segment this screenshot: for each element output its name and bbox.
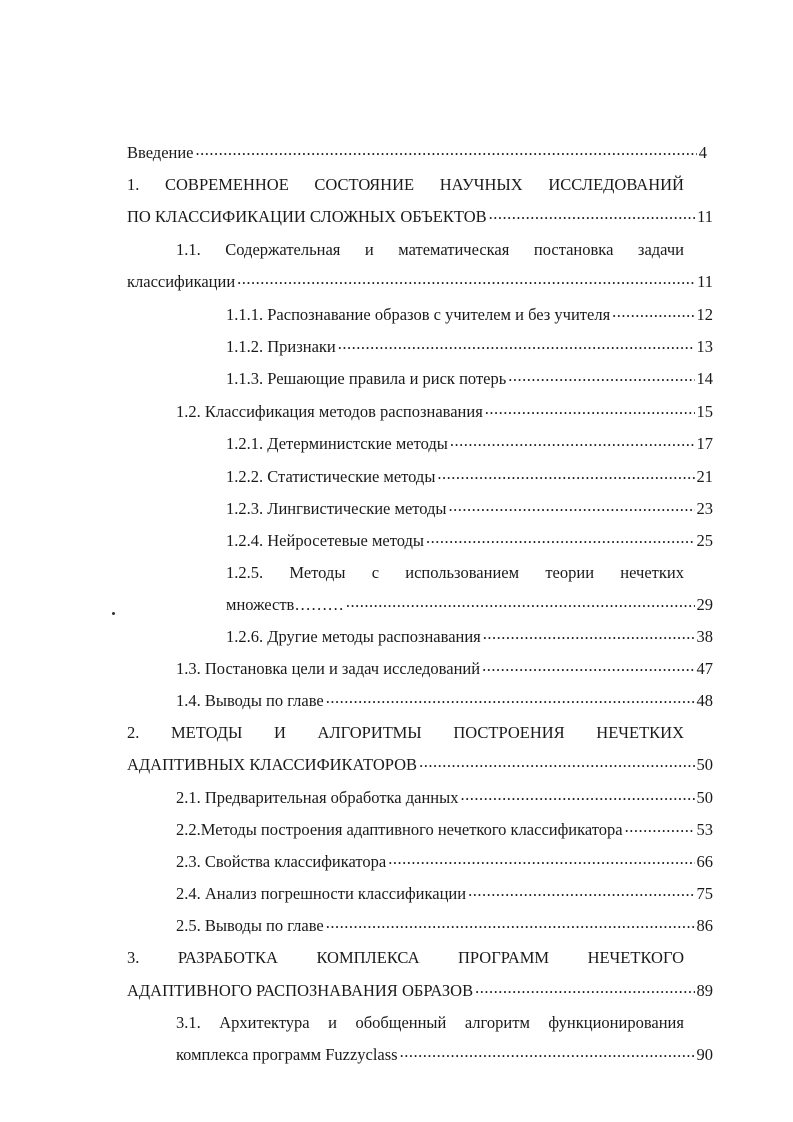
toc-entry-ch3-line1: [127, 948, 684, 968]
toc-label: 2.2.Методы построения адаптивного нечеткого классификатора: [176, 820, 623, 839]
toc-leader-dots: [475, 982, 694, 996]
toc-page-number: 29: [696, 595, 713, 614]
toc-word: теории: [545, 563, 595, 582]
toc-leader-dots: [437, 468, 694, 482]
toc-word: МЕТОДЫ: [171, 723, 243, 742]
toc-leader-dots: [612, 306, 694, 320]
toc-word: СОСТОЯНИЕ: [314, 175, 415, 194]
toc-entry-s2-5: [176, 916, 713, 936]
toc-word: Содержательная: [225, 240, 341, 259]
toc-entry-s1-2: [176, 402, 713, 422]
toc-leader-dots: [338, 338, 695, 352]
toc-label: 1.1.3. Решающие правила и риск потерь: [226, 369, 507, 388]
toc-word: НАУЧНЫХ: [439, 175, 523, 194]
toc-leader-dots: [508, 370, 694, 384]
toc-entry-s2-3: [176, 852, 713, 872]
toc-leader-dots: [468, 885, 694, 899]
toc-entry-ch3-line2: [127, 981, 713, 1001]
toc-entry-s1-1-3: [226, 369, 713, 389]
toc-entry-s2-2: [176, 820, 713, 840]
toc-entry-s1-2-4: [226, 531, 713, 551]
toc-word: РАЗРАБОТКА: [177, 948, 278, 967]
toc-word: и: [328, 1013, 337, 1032]
toc-label: 2.4. Анализ погрешности классификации: [176, 884, 467, 903]
toc-entry-s1-1-line2: [127, 272, 713, 292]
toc-page-number: 50: [696, 788, 713, 807]
toc-word: функционирования: [548, 1013, 684, 1032]
toc-leader-dots: [625, 821, 695, 835]
toc-word: Архитектура: [219, 1013, 310, 1032]
toc-leader-dots: [388, 853, 694, 867]
toc-entry-s2-1: [176, 788, 713, 808]
toc-page-number: 21: [696, 467, 713, 486]
toc-entry-ch2-line1: [127, 723, 684, 743]
toc-page-number: 14: [696, 369, 713, 388]
toc-entry-s1-2-5-line1: [226, 563, 684, 583]
toc-page-number: 66: [696, 852, 713, 871]
toc-label: 2.1. Предварительная обработка данных: [176, 788, 459, 807]
toc-label: ПО КЛАССИФИКАЦИИ СЛОЖНЫХ ОБЪЕКТОВ: [127, 207, 487, 226]
toc-entry-s1-2-1: [226, 434, 713, 454]
toc-label: 1.2.6. Другие методы распознавания: [226, 627, 481, 646]
toc-label: АДАПТИВНЫХ КЛАССИФИКАТОРОВ: [127, 755, 418, 774]
toc-label: 1.2. Классификация методов распознавания: [176, 402, 483, 421]
toc-entry-ch1-line2: [127, 207, 713, 227]
toc-page-number: 11: [697, 207, 713, 226]
toc-leader-dots: [489, 208, 695, 222]
toc-label: множеств………: [226, 595, 344, 614]
toc-word: 1.: [127, 175, 140, 194]
toc-entry-s1-2-3: [226, 499, 713, 519]
toc-label: 1.4. Выводы по главе: [176, 691, 324, 710]
toc-word: ИССЛЕДОВАНИЙ: [548, 175, 684, 194]
toc-word: 1.1.: [176, 240, 201, 259]
toc-leader-dots: [419, 756, 694, 770]
toc-page-number: 15: [696, 402, 713, 421]
toc-entry-s1-1-line1: [176, 240, 684, 260]
toc-leader-dots: [346, 596, 695, 610]
toc-word: ПОСТРОЕНИЯ: [453, 723, 565, 742]
toc-leader-dots: [196, 144, 697, 158]
toc-page-number: 53: [696, 820, 713, 839]
toc-page-number: 25: [696, 531, 713, 550]
toc-leader-dots: [237, 273, 695, 287]
toc-page-number: 89: [696, 981, 713, 1000]
toc-page-number: 90: [696, 1045, 713, 1064]
toc-page-number: 38: [696, 627, 713, 646]
toc-word: задачи: [637, 240, 684, 259]
toc-page-number: 47: [696, 659, 713, 678]
toc-page-number: 17: [696, 434, 713, 453]
toc-page-number: 13: [696, 337, 713, 356]
toc-word: НЕЧЕТКОГО: [587, 948, 684, 967]
toc-word: СОВРЕМЕННОЕ: [165, 175, 289, 194]
toc-word: 3.: [127, 948, 140, 967]
toc-page-number: 23: [696, 499, 713, 518]
toc-entry-s1-3: [176, 659, 713, 679]
toc-leader-dots: [450, 435, 695, 449]
toc-word: 2.: [127, 723, 140, 742]
toc-label: 1.2.1. Детерминистские методы: [226, 434, 448, 453]
toc-entry-s1-2-2: [226, 467, 713, 487]
toc-page-number: 86: [696, 916, 713, 935]
toc-page-number: 12: [696, 305, 713, 324]
toc-entry-s1-1-1: [226, 305, 713, 325]
toc-leader-dots: [400, 1046, 695, 1060]
toc-entry-s1-4: [176, 691, 713, 711]
scan-speck: [112, 612, 115, 615]
toc-word: нечетких: [620, 563, 684, 582]
toc-label: 2.5. Выводы по главе: [176, 916, 324, 935]
toc-word: обобщенный: [355, 1013, 447, 1032]
toc-leader-dots: [426, 532, 695, 546]
toc-label: 1.3. Постановка цели и задач исследований: [176, 659, 481, 678]
toc-entry-s3-1-line1: [176, 1013, 684, 1033]
toc-page-number: 4: [698, 143, 707, 162]
toc-entry-intro: [127, 143, 707, 163]
toc-entry-s1-1-2: [226, 337, 713, 357]
toc-word: Методы: [289, 563, 346, 582]
toc-label: 2.3. Свойства классификатора: [176, 852, 387, 871]
toc-word: И: [273, 723, 286, 742]
toc-leader-dots: [460, 789, 694, 803]
toc-word: использованием: [405, 563, 520, 582]
toc-word: математическая: [398, 240, 510, 259]
toc-label: Введение: [127, 143, 194, 162]
toc-entry-s1-2-5-line2: [226, 595, 713, 615]
toc-word: и: [364, 240, 374, 259]
toc-word: с: [371, 563, 380, 582]
toc-word: АЛГОРИТМЫ: [317, 723, 422, 742]
toc-leader-dots: [485, 403, 695, 417]
toc-entry-s3-1-line2: [176, 1045, 713, 1065]
toc-label: 1.1.2. Признаки: [226, 337, 336, 356]
toc-word: 1.2.5.: [226, 563, 264, 582]
toc-label: 1.1.1. Распознавание образов с учителем и без учителя: [226, 305, 611, 324]
toc-entry-ch2-line2: [127, 755, 713, 775]
toc-word: постановка: [533, 240, 614, 259]
toc-page-number: 75: [696, 884, 713, 903]
toc-leader-dots: [482, 660, 694, 674]
toc-word: НЕЧЕТКИХ: [596, 723, 684, 742]
toc-page-number: 11: [697, 272, 713, 291]
toc-entry-s2-4: [176, 884, 713, 904]
toc-page-number: 50: [696, 755, 713, 774]
toc-label: классификации: [127, 272, 236, 291]
toc-label: 1.2.2. Статистические методы: [226, 467, 436, 486]
toc-entry-s1-2-6: [226, 627, 713, 647]
toc-page-number: 48: [696, 691, 713, 710]
toc-leader-dots: [326, 692, 695, 706]
toc-leader-dots: [483, 628, 695, 642]
toc-entry-ch1-line1: [127, 175, 684, 195]
toc-label: 1.2.3. Лингвистические методы: [226, 499, 447, 518]
toc-word: алгоритм: [464, 1013, 530, 1032]
toc-leader-dots: [326, 917, 695, 931]
toc-label: комплекса программ Fuzzyclass: [176, 1045, 398, 1064]
toc-word: 3.1.: [176, 1013, 201, 1032]
toc-word: КОМПЛЕКСА: [316, 948, 420, 967]
toc-leader-dots: [449, 500, 695, 514]
toc-label: 1.2.4. Нейросетевые методы: [226, 531, 424, 550]
toc-word: ПРОГРАММ: [458, 948, 550, 967]
toc-label: АДАПТИВНОГО РАСПОЗНАВАНИЯ ОБРАЗОВ: [127, 981, 474, 1000]
